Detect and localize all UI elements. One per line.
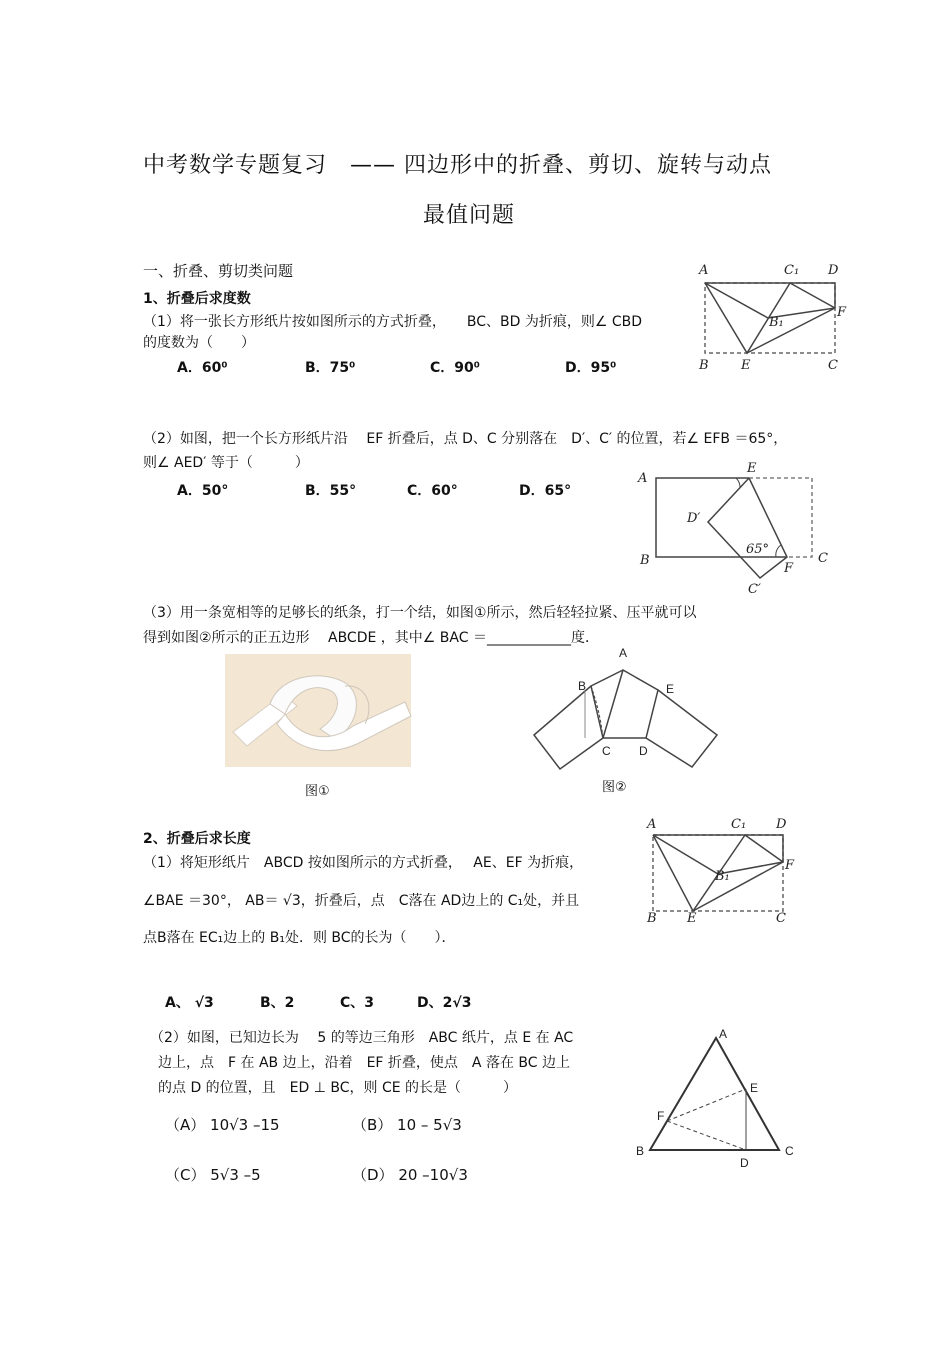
option-a: A、 √3 xyxy=(165,995,214,1011)
subsection-heading: 2、折叠后求长度 xyxy=(143,831,251,847)
fold-rectangle-figure xyxy=(695,260,845,375)
option-a: （A） 10√3 –15 xyxy=(165,1116,280,1134)
label-b: B xyxy=(647,911,657,926)
label-e: E xyxy=(741,358,751,373)
label-a: A xyxy=(638,471,648,486)
question-text: 则∠ AED′ 等于（ ） xyxy=(143,455,309,471)
question-text: 点B落在 EC₁边上的 B₁处．则 BC的长为（ ）． xyxy=(143,930,456,946)
question-text: （1）将一张长方形纸片按如图所示的方式折叠， BC、BD 为折痕，则∠ CBD xyxy=(143,314,643,330)
label-c1: C₁ xyxy=(784,263,800,278)
label-d: D xyxy=(740,1156,749,1170)
label-c: C xyxy=(776,911,786,926)
figure-caption: 图① xyxy=(305,784,330,799)
label-a: A xyxy=(699,263,709,278)
label-c: C xyxy=(818,551,828,566)
question-text: （2）如图，把一个长方形纸片沿 EF 折叠后，点 D、C 分别落在 D′、C′ 的位置，若∠ EFB ＝65°， xyxy=(143,431,788,447)
page-title-line1: 中考数学专题复习 —— 四边形中的折叠、剪切、旋转与动点 xyxy=(143,153,772,178)
option-b: B．75⁰ xyxy=(305,360,356,376)
angle-label: 65° xyxy=(746,542,770,557)
label-d: D xyxy=(639,744,648,758)
label-a: A xyxy=(719,1027,728,1041)
fold-rectangle-figure-2 xyxy=(645,812,795,927)
label-c-prime: C′ xyxy=(748,582,761,597)
label-d: D xyxy=(776,817,787,832)
label-f: F xyxy=(784,561,794,576)
label-d: D xyxy=(828,263,839,278)
label-e: E xyxy=(666,682,675,696)
option-d: D、2√3 xyxy=(417,995,472,1011)
question-text: （3）用一条宽相等的足够长的纸条，打一个结，如图①所示，然后轻轻拉紧、压平就可以 xyxy=(143,605,697,621)
label-f: F xyxy=(657,1109,665,1123)
option-a: A．50° xyxy=(177,483,229,499)
label-e: E xyxy=(687,911,697,926)
question-text: ∠BAE ＝30°， AB＝ √3，折叠后，点 C落在 AD边上的 C₁处，并且 xyxy=(143,893,580,909)
label-c: C xyxy=(828,358,838,373)
label-c: C xyxy=(785,1144,794,1158)
fold-ef-figure xyxy=(632,460,837,600)
option-c: C．90⁰ xyxy=(430,360,480,376)
label-b: B xyxy=(636,1144,645,1158)
option-d: D．95⁰ xyxy=(565,360,617,376)
label-c1: C₁ xyxy=(731,817,747,832)
label-f: F xyxy=(785,858,795,873)
option-a: A．60⁰ xyxy=(177,360,228,376)
question-text: 边上，点 F 在 AB 边上，沿着 EF 折叠，使点 A 落在 BC 边上 xyxy=(158,1055,570,1071)
label-b1: B₁ xyxy=(715,869,730,884)
label-b: B xyxy=(578,679,587,693)
section-heading: 一、折叠、剪切类问题 xyxy=(143,262,294,280)
question-text: 得到如图②所示的正五边形 ABCDE ，其中∠ BAC ＝____________度． xyxy=(143,630,599,646)
option-c: C、3 xyxy=(340,995,375,1011)
subsection-heading: 1、折叠后求度数 xyxy=(143,291,251,307)
label-c: C xyxy=(602,744,611,758)
label-d-prime: D′ xyxy=(687,511,701,526)
question-text: 的度数为（ ） xyxy=(143,335,255,351)
label-a: A xyxy=(619,646,628,660)
label-b1: B₁ xyxy=(769,315,784,330)
option-d: （D） 20 –10√3 xyxy=(352,1166,468,1184)
label-a: A xyxy=(647,817,657,832)
option-c: C．60° xyxy=(407,483,458,499)
question-text: 的点 D 的位置，且 ED ⊥ BC，则 CE 的长是（ ） xyxy=(158,1080,518,1096)
equilateral-triangle-figure xyxy=(630,1022,805,1172)
figure-caption: 图② xyxy=(602,780,627,795)
paper-knot-photo xyxy=(225,654,411,767)
option-b: B．55° xyxy=(305,483,357,499)
option-c: （C） 5√3 –5 xyxy=(165,1166,261,1184)
question-text: （2）如图，已知边长为 5 的等边三角形 ABC 纸片，点 E 在 AC xyxy=(150,1030,574,1046)
option-b: B、2 xyxy=(260,995,295,1011)
option-d: D．65° xyxy=(519,483,572,499)
page-title-line2: 最值问题 xyxy=(423,203,516,228)
option-b: （B） 10 – 5√3 xyxy=(352,1116,462,1134)
label-b: B xyxy=(640,553,650,568)
label-b: B xyxy=(699,358,709,373)
label-e: E xyxy=(747,461,757,476)
question-text: （1）将矩形纸片 ABCD 按如图所示的方式折叠， AE、EF 为折痕， xyxy=(143,855,584,871)
label-f: F xyxy=(837,305,847,320)
pentagon-knot-figure xyxy=(528,643,723,773)
label-e: E xyxy=(750,1081,759,1095)
